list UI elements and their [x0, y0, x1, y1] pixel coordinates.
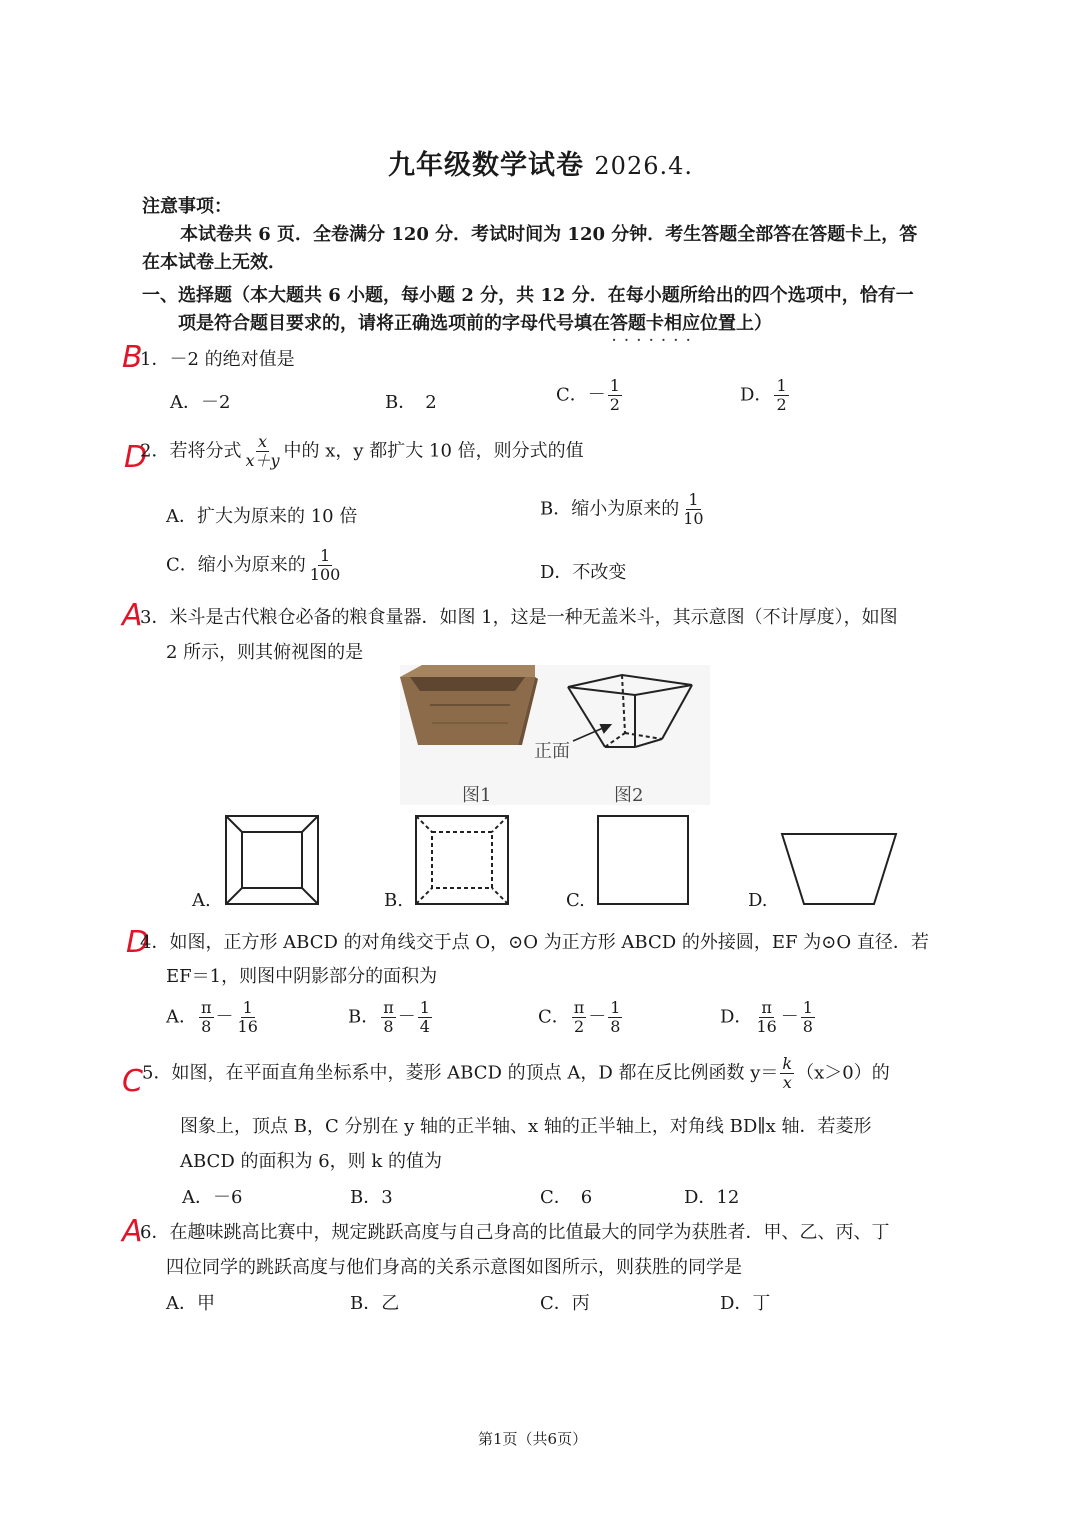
- q2-option-a: A．扩大为原来的 10 倍: [166, 506, 358, 527]
- q5-option-a: A．－6: [182, 1187, 243, 1208]
- measure-schematic: [568, 675, 692, 747]
- q5-stem-line1: 5．如图，在平面直角坐标系中，菱形 ABCD 的顶点 A，D 都在反比例函数 y＝ $\frac{k}{x}$ （x＞0）的: [142, 1054, 890, 1092]
- section1-line2a: 项是符合题目要求的，请将正确选项前的字母代号填在: [178, 313, 610, 334]
- q6-option-d: D．丁: [720, 1293, 771, 1314]
- q3-stem-line1: 3．米斗是古代粮仓必备的粮食量器．如图 1，这是一种无盖米斗，其示意图（不计厚度），如图: [140, 607, 898, 628]
- q3-figure-b: [416, 816, 508, 904]
- q3-figure-area: [400, 665, 710, 805]
- q6-option-b: B．乙: [350, 1293, 400, 1314]
- q2-b-fraction: $\frac{1}{10}$: [683, 490, 704, 528]
- section1-line2b: 答题卡相应位置 · · ·: [610, 313, 736, 334]
- q1-option-d: D． $\frac{1}{2}$: [740, 376, 787, 414]
- section1-line2: [178, 309, 772, 335]
- answer-mark-q3: A: [122, 598, 143, 633]
- q3-figure2-caption: 图2: [614, 785, 644, 806]
- answer-mark-q2: D: [124, 440, 148, 475]
- q1-c-fraction: $\frac{1}{2}$: [609, 376, 620, 414]
- q5-option-c: C． 6: [540, 1187, 593, 1208]
- q6-stem-line2: 四位同学的跳跃高度与他们身高的关系示意图如图所示，则获胜的同学是: [166, 1257, 742, 1278]
- q3-option-c: C.: [566, 890, 585, 911]
- answer-mark-q6: A: [122, 1214, 143, 1249]
- q2-option-d: D．不改变: [540, 562, 627, 583]
- q4-option-b: B． $\frac{\pi}{8}$ － $\frac{1}{4}$: [348, 998, 430, 1036]
- q4-stem-line2: EF＝1，则图中阴影部分的面积为: [166, 966, 438, 987]
- q1-d-fraction: $\frac{1}{2}$: [776, 376, 787, 414]
- q1-option-a: A．－2: [170, 392, 231, 413]
- q5-option-b: B．3: [350, 1187, 393, 1208]
- page-footer: 第1页（共6页）: [478, 1430, 588, 1448]
- q3-front-label: 正面: [534, 741, 570, 762]
- q3-option-a: A.: [192, 890, 211, 911]
- q3-option-b: B.: [384, 890, 403, 911]
- q3-option-figures: [220, 812, 900, 906]
- q5-stem-line2: 图象上，顶点 B，C 分别在 y 轴的正半轴、x 轴的正半轴上，对角线 BD∥x 轴．若菱形: [180, 1116, 872, 1137]
- page-title: [388, 143, 693, 182]
- answer-mark-q4: D: [126, 925, 150, 960]
- notice-line1: 本试卷共 6 页．全卷满分 120 分．考试时间为 120 分钟．考生答题全部答在答题卡上，答: [180, 224, 918, 245]
- q4-option-c: C． $\frac{\pi}{2}$ － $\frac{1}{8}$: [538, 998, 621, 1036]
- answer-mark-q5: C: [122, 1064, 143, 1099]
- q3-option-d: D.: [748, 890, 768, 911]
- section1-line2c: 上）: [736, 313, 772, 334]
- q4-option-a: A． $\frac{\pi}{8}$ － $\frac{1}{16}$: [166, 998, 258, 1036]
- notice-line2: 在本试卷上无效．: [142, 252, 286, 273]
- title-text: 九年级数学试卷: [388, 150, 584, 181]
- section1-line1: 一、选择题（本大题共 6 小题，每小题 2 分，共 12 分．在每小题所给出的四个选项中，恰有一: [142, 285, 914, 306]
- q2-stem: 2．若将分式 $\frac{x}{x+y}$ 中的 x，y 都扩大 10 倍，则分式的值: [140, 432, 584, 470]
- q2-c-fraction: $\frac{1}{100}$: [309, 546, 341, 584]
- q3-figure-c: [598, 816, 688, 904]
- q2-option-b: B．缩小为原来的 $\frac{1}{10}$: [540, 490, 704, 528]
- q4-stem-line1: 4．如图，正方形 ABCD 的对角线交于点 O，⊙O 为正方形 ABCD 的外接圆，EF 为⊙O 直径．若: [140, 932, 929, 953]
- q5-stem-line3: ABCD 的面积为 6，则 k 的值为: [180, 1151, 443, 1172]
- answer-mark-q1: B: [122, 340, 143, 375]
- notice-heading: 注意事项：: [142, 196, 232, 217]
- q1-stem: 1．－2 的绝对值是: [140, 349, 295, 370]
- q1-option-c: C．－ $\frac{1}{2}$: [556, 376, 620, 414]
- q6-option-a: A．甲: [166, 1293, 215, 1314]
- q6-stem-line1: 6．在趣味跳高比赛中，规定跳跃高度与自己身高的比值最大的同学为获胜者．甲、乙、丙、丁: [140, 1222, 890, 1243]
- q4-option-d: D． $\frac{\pi}{16}$ － $\frac{1}{8}$: [720, 998, 813, 1036]
- q5-option-d: D．12: [684, 1187, 740, 1208]
- q6-option-c: C．丙: [540, 1293, 590, 1314]
- q3-stem-line2: 2 所示，则其俯视图的是: [166, 642, 364, 663]
- q2-option-c: C．缩小为原来的 $\frac{1}{100}$: [166, 546, 341, 584]
- q3-figure-svg: [400, 665, 710, 805]
- q1-option-b: B． 2: [385, 392, 437, 413]
- q2-stem-fraction: $\frac{x}{x+y}$: [245, 432, 280, 470]
- q3-figure-d: [782, 834, 896, 904]
- q3-figure1-caption: 图1: [462, 785, 492, 806]
- title-date: 2026.4.: [594, 152, 694, 180]
- q3-figure-a: [226, 816, 318, 904]
